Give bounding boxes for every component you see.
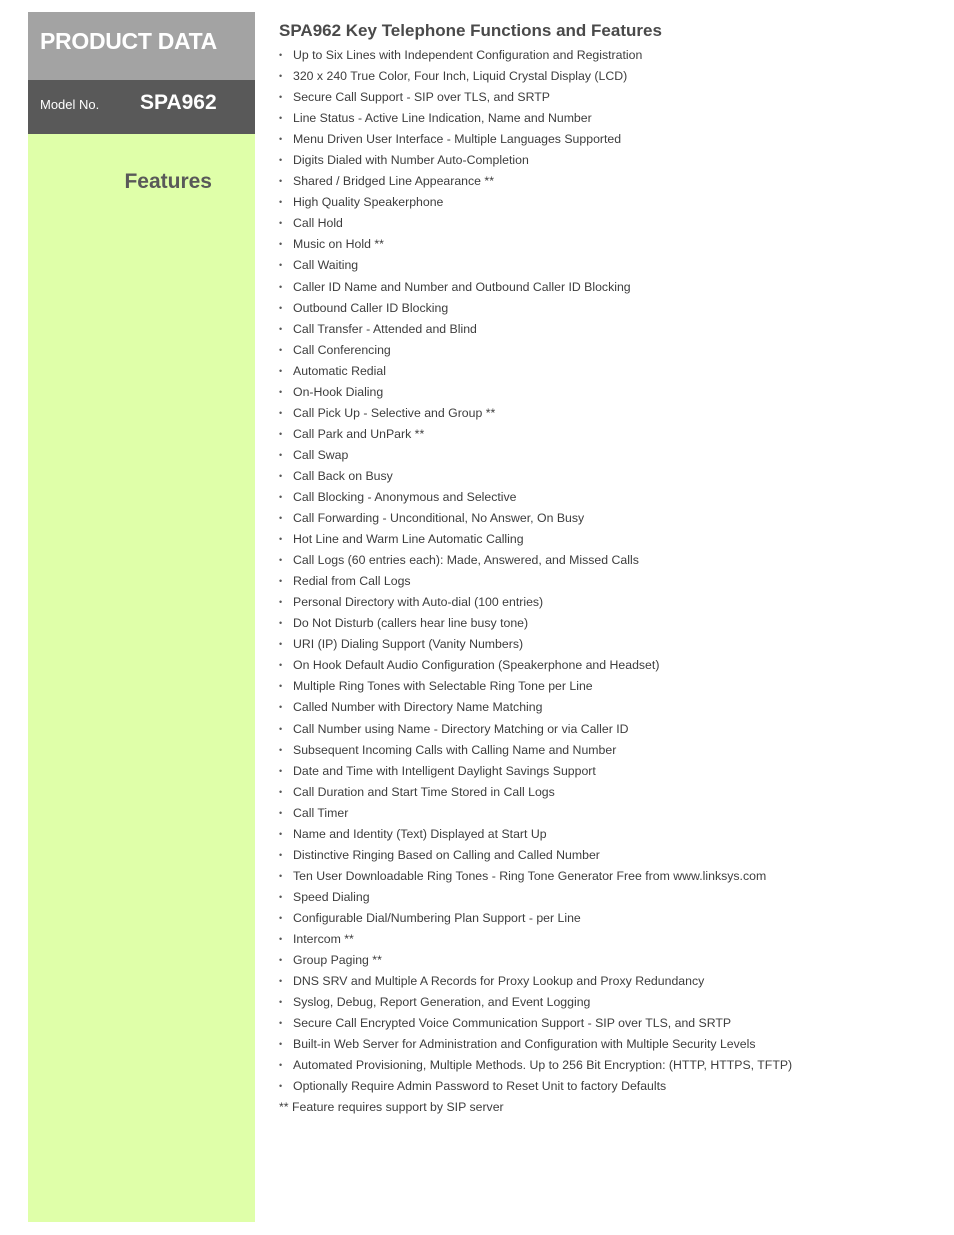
feature-item xyxy=(279,319,939,340)
bullet-icon: • xyxy=(279,534,283,545)
bullet-icon: • xyxy=(279,576,283,587)
feature-text: Do Not Disturb (callers hear line busy tone) xyxy=(293,616,529,631)
feature-item xyxy=(279,782,939,803)
bullet-icon: • xyxy=(279,50,283,60)
bullet-icon: • xyxy=(279,744,283,755)
bullet-icon: • xyxy=(279,723,283,734)
feature-item xyxy=(279,992,939,1013)
feature-text: Call Conferencing xyxy=(293,342,391,357)
feature-item xyxy=(279,719,939,740)
feature-text: Outbound Caller ID Blocking xyxy=(293,300,449,315)
bullet-icon: • xyxy=(279,849,283,860)
bullet-icon: • xyxy=(279,428,283,439)
feature-text: Call Park and UnPark ** xyxy=(293,426,425,441)
feature-item xyxy=(279,45,939,66)
feature-text: DNS SRV and Multiple A Records for Proxy Lookup and Proxy Redundancy xyxy=(293,974,705,989)
bullet-icon: • xyxy=(279,618,283,629)
bullet-icon: • xyxy=(279,912,283,923)
feature-text: Multiple Ring Tones with Selectable Ring Tone per Line xyxy=(293,679,593,694)
bullet-icon: • xyxy=(279,302,283,313)
feature-text: Call Pick Up - Selective and Group ** xyxy=(293,405,496,420)
bullet-icon: • xyxy=(279,1039,283,1050)
bullet-icon: • xyxy=(279,513,283,524)
bullet-icon: • xyxy=(279,197,283,208)
feature-item xyxy=(279,466,939,487)
bullet-icon: • xyxy=(279,1060,283,1071)
model-band xyxy=(28,80,255,134)
sidebar xyxy=(28,12,255,1222)
bullet-icon: • xyxy=(279,828,283,839)
feature-item xyxy=(279,424,939,445)
feature-text: Call Transfer - Attended and Blind xyxy=(293,321,477,336)
bullet-icon: • xyxy=(279,597,283,608)
feature-text: Secure Call Support - SIP over TLS, and SRTP xyxy=(293,90,550,105)
feature-text: Ten User Downloadable Ring Tones - Ring Tone Generator Free from www.linksys.com xyxy=(293,868,767,883)
feature-item xyxy=(279,908,939,929)
feature-item xyxy=(279,403,939,424)
feature-text: Line Status - Active Line Indication, Name and Number xyxy=(293,111,592,126)
feature-text: 320 x 240 True Color, Four Inch, Liquid Crystal Display (LCD) xyxy=(293,69,628,84)
feature-text: Call Blocking - Anonymous and Selective xyxy=(293,489,517,504)
features-heading: Features xyxy=(124,170,212,193)
bullet-icon: • xyxy=(279,281,283,292)
feature-text: High Quality Speakerphone xyxy=(293,195,444,210)
bullet-icon: • xyxy=(279,807,283,818)
bullet-icon: • xyxy=(279,260,283,271)
feature-item xyxy=(279,340,939,361)
feature-item xyxy=(279,66,939,87)
feature-text: Call Forwarding - Unconditional, No Answer, On Busy xyxy=(293,511,585,526)
bullet-icon: • xyxy=(279,870,283,881)
feature-text: Configurable Dial/Numbering Plan Support - per Line xyxy=(293,910,581,925)
bullet-icon: • xyxy=(279,344,283,355)
bullet-icon: • xyxy=(279,997,283,1008)
feature-text: Call Timer xyxy=(293,805,349,820)
feature-list xyxy=(279,45,939,1097)
bullet-icon: • xyxy=(279,386,283,397)
feature-item xyxy=(279,87,939,108)
feature-item xyxy=(279,108,939,129)
feature-text: Up to Six Lines with Independent Configuration and Registration xyxy=(293,48,643,62)
bullet-icon: • xyxy=(279,71,283,82)
feature-text: Secure Call Encrypted Voice Communication Support - SIP over TLS, and SRTP xyxy=(293,1016,732,1031)
footnote: ** Feature requires support by SIP server xyxy=(279,1100,504,1115)
feature-item xyxy=(279,508,939,529)
feature-item xyxy=(279,740,939,761)
feature-item xyxy=(279,887,939,908)
feature-text: Music on Hold ** xyxy=(293,237,384,252)
bullet-icon: • xyxy=(279,1018,283,1029)
bullet-icon: • xyxy=(279,933,283,944)
feature-item xyxy=(279,550,939,571)
feature-item xyxy=(279,845,939,866)
feature-item xyxy=(279,192,939,213)
product-data-banner: PRODUCT DATA xyxy=(28,12,255,80)
feature-item xyxy=(279,1076,939,1097)
feature-text: Name and Identity (Text) Displayed at Start Up xyxy=(293,826,547,841)
feature-item xyxy=(279,1034,939,1055)
feature-text: Date and Time with Intelligent Daylight Savings Support xyxy=(293,763,596,778)
model-number: SPA962 xyxy=(140,91,217,114)
bullet-icon: • xyxy=(279,155,283,166)
bullet-icon: • xyxy=(279,491,283,502)
feature-text: Built-in Web Server for Administration and Configuration with Multiple Security Levels xyxy=(293,1037,756,1052)
feature-item xyxy=(279,950,939,971)
feature-item xyxy=(279,761,939,782)
main-content xyxy=(279,18,939,1118)
feature-item xyxy=(279,361,939,382)
feature-text: Call Hold xyxy=(293,216,343,231)
feature-item xyxy=(279,929,939,950)
feature-text: Intercom ** xyxy=(293,931,354,946)
feature-text: Call Back on Busy xyxy=(293,468,393,483)
feature-text: Distinctive Ringing Based on Calling and Called Number xyxy=(293,847,600,862)
feature-text: Personal Directory with Auto-dial (100 entries) xyxy=(293,595,544,610)
feature-text: Call Number using Name - Directory Matching or via Caller ID xyxy=(293,721,629,736)
feature-item xyxy=(279,634,939,655)
feature-item xyxy=(279,1013,939,1034)
feature-text: Syslog, Debug, Report Generation, and Event Logging xyxy=(293,995,591,1010)
bullet-icon: • xyxy=(279,976,283,987)
feature-item xyxy=(279,592,939,613)
feature-text: Group Paging ** xyxy=(293,953,382,968)
bullet-icon: • xyxy=(279,239,283,250)
feature-item xyxy=(279,824,939,845)
feature-item xyxy=(279,171,939,192)
feature-item xyxy=(279,150,939,171)
feature-item xyxy=(279,298,939,319)
model-label: Model No. xyxy=(40,97,100,112)
bullet-icon: • xyxy=(279,470,283,481)
feature-text: Digits Dialed with Number Auto-Completion xyxy=(293,153,529,168)
feature-item xyxy=(279,213,939,234)
bullet-icon: • xyxy=(279,681,283,692)
feature-text: Optionally Require Admin Password to Reset Unit to factory Defaults xyxy=(293,1079,667,1094)
feature-item xyxy=(279,1055,939,1076)
feature-item xyxy=(279,571,939,592)
bullet-icon: • xyxy=(279,639,283,650)
bullet-icon: • xyxy=(279,92,283,103)
bullet-icon: • xyxy=(279,176,283,187)
feature-text: Call Waiting xyxy=(293,258,359,273)
feature-text: Shared / Bridged Line Appearance ** xyxy=(293,174,494,189)
feature-text: Automated Provisioning, Multiple Methods. Up to 256 Bit Encryption: (HTTP, HTTPS, TFTP) xyxy=(293,1058,793,1073)
feature-item xyxy=(279,655,939,676)
bullet-icon: • xyxy=(279,702,283,713)
bullet-icon: • xyxy=(279,449,283,460)
feature-text: Automatic Redial xyxy=(293,363,386,378)
bullet-icon: • xyxy=(279,660,283,671)
bullet-icon: • xyxy=(279,555,283,566)
feature-item xyxy=(279,697,939,718)
feature-item xyxy=(279,255,939,276)
feature-text: Called Number with Directory Name Matching xyxy=(293,700,543,715)
feature-item xyxy=(279,676,939,697)
feature-item xyxy=(279,234,939,255)
feature-text: Caller ID Name and Number and Outbound Caller ID Blocking xyxy=(293,279,631,294)
feature-text: Subsequent Incoming Calls with Calling Name and Number xyxy=(293,742,617,757)
page-title: SPA962 Key Telephone Functions and Features xyxy=(279,21,662,40)
feature-text: URI (IP) Dialing Support (Vanity Numbers) xyxy=(293,637,524,652)
feature-item xyxy=(279,529,939,550)
feature-item xyxy=(279,971,939,992)
feature-item xyxy=(279,803,939,824)
feature-item xyxy=(279,487,939,508)
bullet-icon: • xyxy=(279,365,283,376)
bullet-icon: • xyxy=(279,113,283,124)
bullet-icon: • xyxy=(279,134,283,145)
feature-item xyxy=(279,613,939,634)
feature-item xyxy=(279,382,939,403)
feature-text: Call Swap xyxy=(293,447,349,462)
feature-text: Speed Dialing xyxy=(293,889,370,904)
bullet-icon: • xyxy=(279,765,283,776)
feature-text: Redial from Call Logs xyxy=(293,574,411,589)
bullet-icon: • xyxy=(279,955,283,966)
bullet-icon: • xyxy=(279,1081,283,1092)
feature-item xyxy=(279,129,939,150)
feature-text: On-Hook Dialing xyxy=(293,384,384,399)
bullet-icon: • xyxy=(279,891,283,902)
bullet-icon: • xyxy=(279,786,283,797)
bullet-icon: • xyxy=(279,407,283,418)
bullet-icon: • xyxy=(279,323,283,334)
feature-item xyxy=(279,445,939,466)
feature-text: Call Duration and Start Time Stored in Call Logs xyxy=(293,784,555,799)
feature-item xyxy=(279,277,939,298)
bullet-icon: • xyxy=(279,218,283,229)
feature-item xyxy=(279,866,939,887)
feature-text: On Hook Default Audio Configuration (Speakerphone and Headset) xyxy=(293,658,660,673)
feature-text: Menu Driven User Interface - Multiple Languages Supported xyxy=(293,132,622,147)
feature-text: Hot Line and Warm Line Automatic Calling xyxy=(293,532,524,547)
feature-text: Call Logs (60 entries each): Made, Answered, and Missed Calls xyxy=(293,553,639,568)
